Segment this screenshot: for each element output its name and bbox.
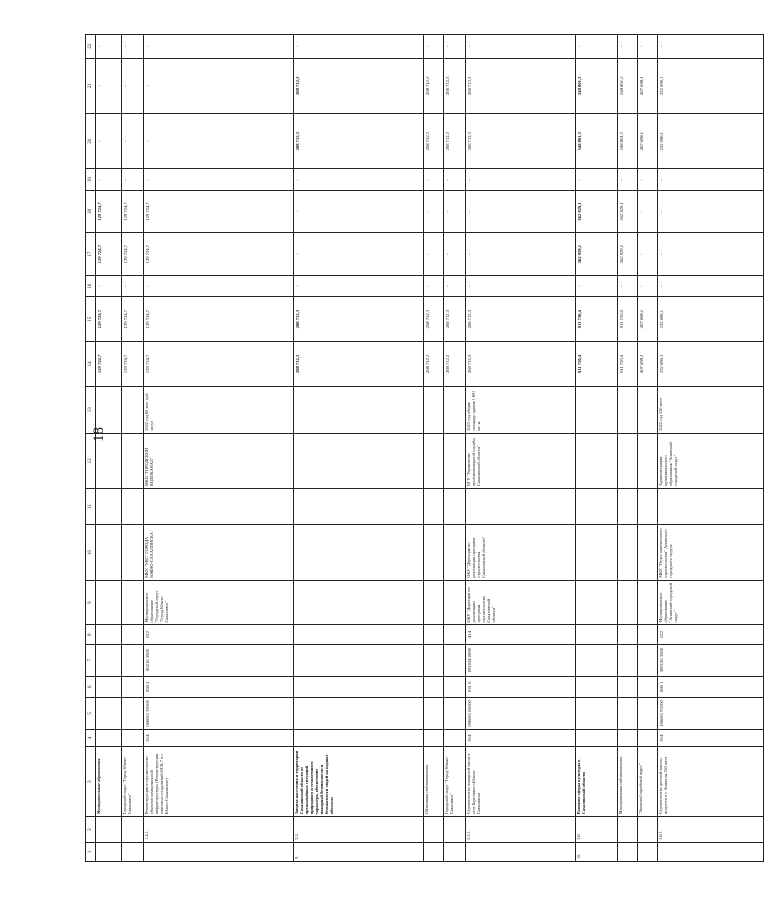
table-cell: 3.5. — [294, 817, 424, 843]
table-cell: 232 698,1 — [658, 297, 764, 342]
table-cell — [466, 842, 576, 861]
table-cell: - — [122, 169, 144, 190]
table-row — [96, 35, 122, 862]
table-cell — [96, 817, 122, 843]
table-row — [618, 35, 638, 862]
table-cell: 208 712,3 — [466, 297, 576, 342]
column-number: 3 — [86, 746, 96, 816]
table-cell: 080 1 — [658, 676, 764, 697]
table-cell: 3.5.1. — [466, 817, 576, 843]
table-cell: - — [658, 275, 764, 296]
table-row — [144, 35, 294, 862]
table-cell: - — [96, 35, 122, 59]
table-cell — [444, 580, 466, 625]
table-cell: - — [294, 275, 424, 296]
table-cell — [122, 817, 144, 843]
table-cell — [424, 697, 444, 729]
table-cell — [618, 729, 638, 746]
table-cell — [294, 729, 424, 746]
table-cell — [122, 842, 144, 861]
column-number: 12 — [86, 433, 96, 488]
table-cell — [294, 489, 424, 525]
table-row — [294, 35, 424, 862]
column-number: 1 — [86, 842, 96, 861]
column-number: 9 — [86, 580, 96, 625]
table-cell — [444, 433, 466, 488]
table-cell: 208 712,3 — [444, 297, 466, 342]
table-cell: 060001 39100 — [144, 697, 294, 729]
table-cell — [444, 729, 466, 746]
table-cell: - — [638, 275, 658, 296]
column-number: 7 — [86, 644, 96, 676]
table-cell: 031 0 — [466, 676, 576, 697]
column-number-header-row — [86, 35, 96, 862]
table-cell: 548 801,3 — [576, 58, 618, 113]
table-cell: - — [96, 114, 122, 169]
column-number: 18 — [86, 190, 96, 233]
table-cell — [144, 489, 294, 525]
table-cell — [96, 625, 122, 644]
table-cell — [638, 842, 658, 861]
table-row — [466, 35, 576, 862]
table-cell — [444, 644, 466, 676]
table-cell: - — [466, 233, 576, 276]
table-cell — [658, 842, 764, 861]
column-number: 16 — [86, 275, 96, 296]
table-cell — [444, 386, 466, 433]
table-cell: - — [294, 35, 424, 59]
table-cell — [444, 625, 466, 644]
table-cell: 129 724,7 — [122, 297, 144, 342]
table-row — [444, 35, 466, 862]
table-cell: 2023 год общая площадь здания 1 691 кв. м. — [466, 386, 576, 433]
table-cell: 129 724,7 — [96, 297, 122, 342]
table-cell: - — [444, 35, 466, 59]
table-cell: 129 724,7 — [96, 190, 122, 233]
table-cell: - — [466, 190, 576, 233]
column-number: 20 — [86, 114, 96, 169]
table-cell — [122, 580, 144, 625]
table-row — [122, 35, 144, 862]
table-cell: 522 — [658, 625, 764, 644]
table-cell: Защита населения и территории Сахалинской области от чрезвычайных ситуаций природного и техногенного характера, обеспечение пожарной безопасности и безопасности людей на водных объектах — [294, 746, 424, 816]
table-cell: 407 698,1 — [638, 114, 658, 169]
table-cell — [96, 386, 122, 433]
table-cell: МКУ "УКС" ГОРОДА ЮЖНО-САХАЛИНСКА — [144, 525, 294, 580]
page-number: 18 — [91, 427, 107, 442]
table-cell — [638, 697, 658, 729]
table-cell — [576, 644, 618, 676]
table-cell — [294, 580, 424, 625]
table-cell: 208 712,3 — [424, 342, 444, 387]
table-cell — [444, 842, 466, 861]
table-cell — [444, 676, 466, 697]
table-cell — [618, 489, 638, 525]
table-cell — [618, 580, 638, 625]
table-cell — [122, 489, 144, 525]
table-cell — [638, 433, 658, 488]
table-cell — [424, 644, 444, 676]
table-cell: 208 712,3 — [294, 58, 424, 113]
table-cell: 208 712,3 — [424, 297, 444, 342]
table-cell — [294, 676, 424, 697]
table-cell: - — [96, 169, 122, 190]
table-cell: - — [424, 233, 444, 276]
table-cell: "Анивский городской округ" — [638, 746, 658, 816]
table-cell: - — [122, 58, 144, 113]
table-cell — [122, 676, 144, 697]
table-cell: - — [466, 35, 576, 59]
table-row — [424, 35, 444, 862]
table-cell — [638, 386, 658, 433]
rotated-table-container — [85, 34, 678, 862]
table-cell: 10. — [576, 842, 618, 861]
table-cell: - — [576, 275, 618, 296]
table-cell: 208 712,3 — [444, 342, 466, 387]
table-cell — [638, 489, 658, 525]
table-cell — [122, 697, 144, 729]
table-cell: 129 724,7 — [96, 342, 122, 387]
table-cell: 090001 86100 — [466, 697, 576, 729]
column-number: 15 — [86, 297, 96, 342]
table-cell: - — [618, 275, 638, 296]
table-cell: 208 712,3 — [424, 58, 444, 113]
table-cell — [638, 525, 658, 580]
table-cell: 050 2 — [144, 676, 294, 697]
table-row — [658, 35, 764, 862]
table-cell: - — [444, 275, 466, 296]
table-cell: 129 724,7 — [144, 297, 294, 342]
table-cell: - — [466, 275, 576, 296]
table-cell — [638, 580, 658, 625]
table-cell — [618, 697, 638, 729]
column-number: 22 — [86, 35, 96, 59]
column-number: 2 — [86, 817, 96, 843]
table-cell: 362 929,1 — [618, 233, 638, 276]
table-cell: - — [424, 190, 444, 233]
table-cell: Муниципальное образование "Анивский городской округ" — [658, 580, 764, 625]
investment-program-table — [85, 34, 764, 862]
table-cell: 407 698,1 — [638, 58, 658, 113]
table-cell: Строительство пожарной части в селе Березняки г.Южно-Сахалинска — [466, 746, 576, 816]
table-cell — [576, 625, 618, 644]
table-cell: - — [638, 190, 658, 233]
table-cell: 208 712,3 — [444, 114, 466, 169]
table-cell: Администрация муниципального образования "Анивский городской округ" — [658, 433, 764, 488]
table-cell: - — [444, 169, 466, 190]
table-cell — [466, 489, 576, 525]
table-row — [638, 35, 658, 862]
table-cell: 091034 0090 — [466, 644, 576, 676]
table-cell: - — [424, 275, 444, 296]
table-cell — [618, 817, 638, 843]
table-row — [576, 35, 618, 862]
table-cell: - — [638, 169, 658, 190]
column-number: 6 — [86, 676, 96, 697]
table-cell: - — [576, 169, 618, 190]
table-cell — [294, 433, 424, 488]
table-cell: - — [444, 190, 466, 233]
table-cell: - — [658, 233, 764, 276]
column-number: 5 — [86, 697, 96, 729]
table-cell: 300126 3500 — [658, 644, 764, 676]
table-cell: 2022 год 350 мест — [658, 386, 764, 433]
table-cell — [96, 729, 122, 746]
table-cell — [638, 676, 658, 697]
table-cell — [444, 525, 466, 580]
table-cell: - — [144, 58, 294, 113]
table-cell — [444, 817, 466, 843]
table-cell: МКП "ГОРОДСКОЙ ВОДОКАНАЛ" — [144, 433, 294, 488]
table-cell: 3.6.1. — [658, 817, 764, 843]
table-cell — [96, 697, 122, 729]
table-cell: 014 — [144, 729, 294, 746]
table-cell: Городской округ "Город Южно-Сахалинск" — [444, 746, 466, 816]
table-cell: - — [618, 35, 638, 59]
table-cell — [424, 842, 444, 861]
column-number: 17 — [86, 233, 96, 276]
table-cell — [576, 697, 618, 729]
table-cell — [96, 580, 122, 625]
table-cell — [122, 433, 144, 488]
table-cell: - — [294, 190, 424, 233]
table-cell: - — [122, 35, 144, 59]
table-cell — [576, 489, 618, 525]
table-cell: 2022 год 60 тыс. куб. м/сут — [144, 386, 294, 433]
table-cell: 208 712,3 — [294, 342, 424, 387]
column-number: 19 — [86, 169, 96, 190]
table-cell — [576, 525, 618, 580]
table-cell — [576, 580, 618, 625]
table-cell — [122, 386, 144, 433]
table-cell — [424, 817, 444, 843]
table-cell — [618, 644, 638, 676]
table-cell: Муниципальное образование "Городской округ "Город Южно-Сахалинск" — [144, 580, 294, 625]
table-cell — [96, 525, 122, 580]
table-cell — [424, 489, 444, 525]
table-cell — [444, 697, 466, 729]
table-cell: 129 724,7 — [144, 233, 294, 276]
table-cell: 548 801,3 — [618, 114, 638, 169]
table-cell — [576, 729, 618, 746]
table-cell: - — [122, 114, 144, 169]
table-cell: Муниципальные образования — [96, 746, 122, 816]
table-cell: 407 698,1 — [638, 342, 658, 387]
table-cell: 129 724,7 — [122, 190, 144, 233]
table-cell: - — [658, 169, 764, 190]
table-cell: 208 712,3 — [294, 297, 424, 342]
table-cell — [96, 433, 122, 488]
table-cell: 522 — [144, 625, 294, 644]
table-cell: 014 — [466, 729, 576, 746]
table-cell: Строительство детской школы искусств в г. Анива на 350 мест — [658, 746, 764, 816]
table-cell: - — [444, 233, 466, 276]
table-cell: 362 929,1 — [576, 233, 618, 276]
table-cell: 414 — [466, 625, 576, 644]
table-cell: Городской округ "Город Южно-Сахалинск" — [122, 746, 144, 816]
table-cell: 208 712,3 — [466, 58, 576, 113]
table-cell — [576, 676, 618, 697]
table-cell — [424, 625, 444, 644]
column-number: 8 — [86, 625, 96, 644]
table-cell: 911 730,4 — [618, 342, 638, 387]
table-cell — [294, 625, 424, 644]
table-cell — [122, 729, 144, 746]
table-cell: - — [144, 275, 294, 296]
table-cell: - — [466, 169, 576, 190]
table-cell: - — [144, 114, 294, 169]
table-cell — [294, 525, 424, 580]
table-cell: - — [638, 35, 658, 59]
table-cell: ОКУ "Дирекция по реализации программ строительства Сахалинской области" — [466, 525, 576, 580]
table-cell — [122, 644, 144, 676]
table-cell: - — [658, 190, 764, 233]
table-cell: - — [144, 35, 294, 59]
table-cell — [122, 525, 144, 580]
table-cell: 362 929,1 — [576, 190, 618, 233]
table-cell: 232 698,1 — [658, 58, 764, 113]
table-cell — [294, 697, 424, 729]
table-cell: - — [96, 275, 122, 296]
table-cell: 129 724,7 — [144, 342, 294, 387]
table-cell: S0216 3500 — [144, 644, 294, 676]
table-cell: 208 712,3 — [466, 114, 576, 169]
table-cell: Муниципальная собственность — [618, 746, 638, 816]
table-cell — [96, 489, 122, 525]
table-cell: ОКУ "Дирекция по реализации программ строительства Сахалинской области" — [466, 580, 576, 625]
table-cell: 911 730,4 — [618, 297, 638, 342]
table-cell — [658, 489, 764, 525]
table-cell: 232 698,1 — [658, 342, 764, 387]
table-cell: 129 724,7 — [122, 233, 144, 276]
table-cell — [122, 625, 144, 644]
table-cell: - — [424, 35, 444, 59]
table-cell: 208 712,3 — [424, 114, 444, 169]
table-cell: - — [424, 169, 444, 190]
table-cell: 129 724,7 — [96, 233, 122, 276]
table-cell: 407 698,1 — [638, 297, 658, 342]
table-cell — [424, 676, 444, 697]
table-cell: 208 712,3 — [466, 342, 576, 387]
table-cell — [638, 817, 658, 843]
column-number: 14 — [86, 342, 96, 387]
table-cell: - — [576, 35, 618, 59]
table-cell — [424, 729, 444, 746]
table-cell — [638, 729, 658, 746]
table-cell: 911 730,4 — [576, 297, 618, 342]
table-cell — [576, 433, 618, 488]
table-cell: - — [122, 275, 144, 296]
table-cell — [576, 386, 618, 433]
table-cell: 911 730,4 — [576, 342, 618, 387]
table-cell: МКУ "Отдел капитального строительства" Анивского городского округа — [658, 525, 764, 580]
table-cell: 9. — [294, 842, 424, 861]
table-cell — [96, 842, 122, 861]
table-cell: 100001 93100 — [658, 697, 764, 729]
table-cell — [444, 489, 466, 525]
table-cell — [638, 625, 658, 644]
table-cell: - — [618, 169, 638, 190]
table-cell: Реконструкция и строительство объектов коммунальной инфраструктуры (Реконструкция очистных сооружений ОСК-7 в г. Южно-Сахалинске) — [144, 746, 294, 816]
table-cell — [618, 386, 638, 433]
table-cell: 548 801,3 — [576, 114, 618, 169]
table-cell: 3.6. — [576, 817, 618, 843]
table-cell — [96, 644, 122, 676]
column-number: 11 — [86, 489, 96, 525]
table-cell — [424, 525, 444, 580]
column-number: 4 — [86, 729, 96, 746]
table-cell — [294, 644, 424, 676]
column-number: 21 — [86, 58, 96, 113]
column-number: 10 — [86, 525, 96, 580]
table-cell: 1.4.1. — [144, 817, 294, 843]
table-cell — [424, 580, 444, 625]
table-cell: ОГУ "Управление противопожарной службы Сахалинской области" — [466, 433, 576, 488]
table-cell — [424, 386, 444, 433]
table-cell: - — [294, 169, 424, 190]
table-cell: 362 929,1 — [618, 190, 638, 233]
table-cell: 232 698,1 — [658, 114, 764, 169]
table-cell — [618, 676, 638, 697]
table-cell: 129 724,7 — [144, 190, 294, 233]
table-cell: Развитие сферы культуры в Сахалинской области — [576, 746, 618, 816]
table-cell: 548 801,3 — [618, 58, 638, 113]
table-cell — [618, 525, 638, 580]
column-number: 13 — [86, 386, 96, 433]
table-cell — [618, 842, 638, 861]
table-cell: 129 724,7 — [122, 342, 144, 387]
table-cell: - — [96, 58, 122, 113]
table-cell: 014 — [658, 729, 764, 746]
table-cell: 208 712,3 — [444, 58, 466, 113]
table-cell — [294, 386, 424, 433]
table-cell — [96, 676, 122, 697]
table-cell — [638, 644, 658, 676]
table-cell — [618, 625, 638, 644]
table-cell: Областная собственность — [424, 746, 444, 816]
table-cell: 208 712,3 — [294, 114, 424, 169]
table-cell: - — [638, 233, 658, 276]
table-cell — [424, 433, 444, 488]
table-cell: - — [144, 169, 294, 190]
table-cell: - — [658, 35, 764, 59]
table-cell: - — [294, 233, 424, 276]
table-cell — [144, 842, 294, 861]
table-cell — [618, 433, 638, 488]
